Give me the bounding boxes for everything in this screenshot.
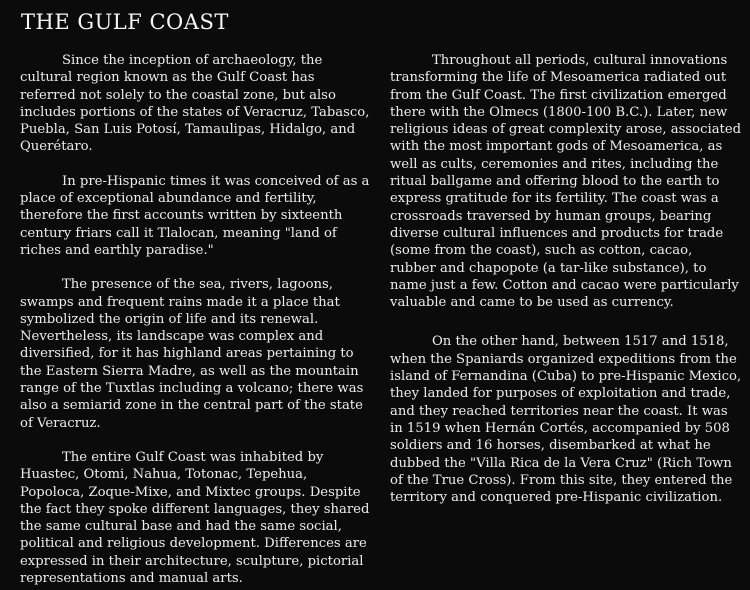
left-column — [20, 52, 372, 587]
right-column — [390, 52, 742, 506]
paragraph-landscape: The presence of the sea, rivers, lagoons, swamps and frequent rains made it a place that symbolized the origin of life and its renewal. Nevertheless, its landscape was complex and diversified, for it has highland areas pertaining to the Eastern Sierra Madre, as well as the mountain range of the Tuxtlas including a volcano; there was also a semiarid zone in the central part of the state of Veracruz. — [20, 277, 364, 431]
paragraph-spaniards: On the other hand, between 1517 and 1518, when the Spaniards organized expeditions from the island of Fernandina (Cuba) to pre-Hispanic Mexico, they landed for purposes of exploitation and trade, and they reached territories near the coast. It was in 1519 when Hernán Cortés, accompanied by 508 soldiers and 16 horses, disembarked at what he dubbed the "Villa Rica de la Vera Cruz" (Rich Town of the True Cross). From this site, they entered the territory and conquered pre-Hispanic civilization. — [390, 334, 742, 506]
page-title: THE GULF COAST — [21, 10, 229, 34]
paragraph-innovations: Throughout all periods, cultural innovations transforming the life of Mesoamerica radiated out from the Gulf Coast. The first civilization emerged there with the Olmecs (1800-100 B.C.). Later, new religious ideas of great complexity arose, associated with the most important gods of Mesoamerica, as well as cults, ceremonies and rites, including the ritual ballgame and offering blood to the earth to express gratitude for its fertility. The coast was a crossroads traversed by human groups, bearing diverse cultural influences and products for trade (some from the coast), such as cotton, cacao, rubber and chapopote (a tar-like substance), to name just a few. Cotton and cacao were particularly valuable and came to be used as currency. — [390, 53, 742, 311]
paragraph-inhabitants: The entire Gulf Coast was inhabited by Huastec, Otomi, Nahua, Totonac, Tepehua, Popoloca, Zoque-Mixe, and Mixtec groups. Despite the fact they spoke different languages, they shared the same cultural base and had the same social, political and religious development. Differences are expressed in their architecture, sculpture, pictorial representations and manual arts. — [20, 449, 370, 587]
paragraph-inception: Since the inception of archaeology, the cultural region known as the Gulf Coast has referred not solely to the coastal zone, but also includes portions of the states of Veracruz, Tabasco, Puebla, San Luis Potosí, Tamaulipas, Hidalgo, and Querétaro. — [20, 53, 370, 155]
paragraph-pre-hispanic: In pre-Hispanic times it was conceived of as a place of exceptional abundance and fertility, therefore the first accounts written by sixteenth century friars call it Tlalocan, meaning "land of riches and earthly paradise." — [20, 173, 370, 258]
